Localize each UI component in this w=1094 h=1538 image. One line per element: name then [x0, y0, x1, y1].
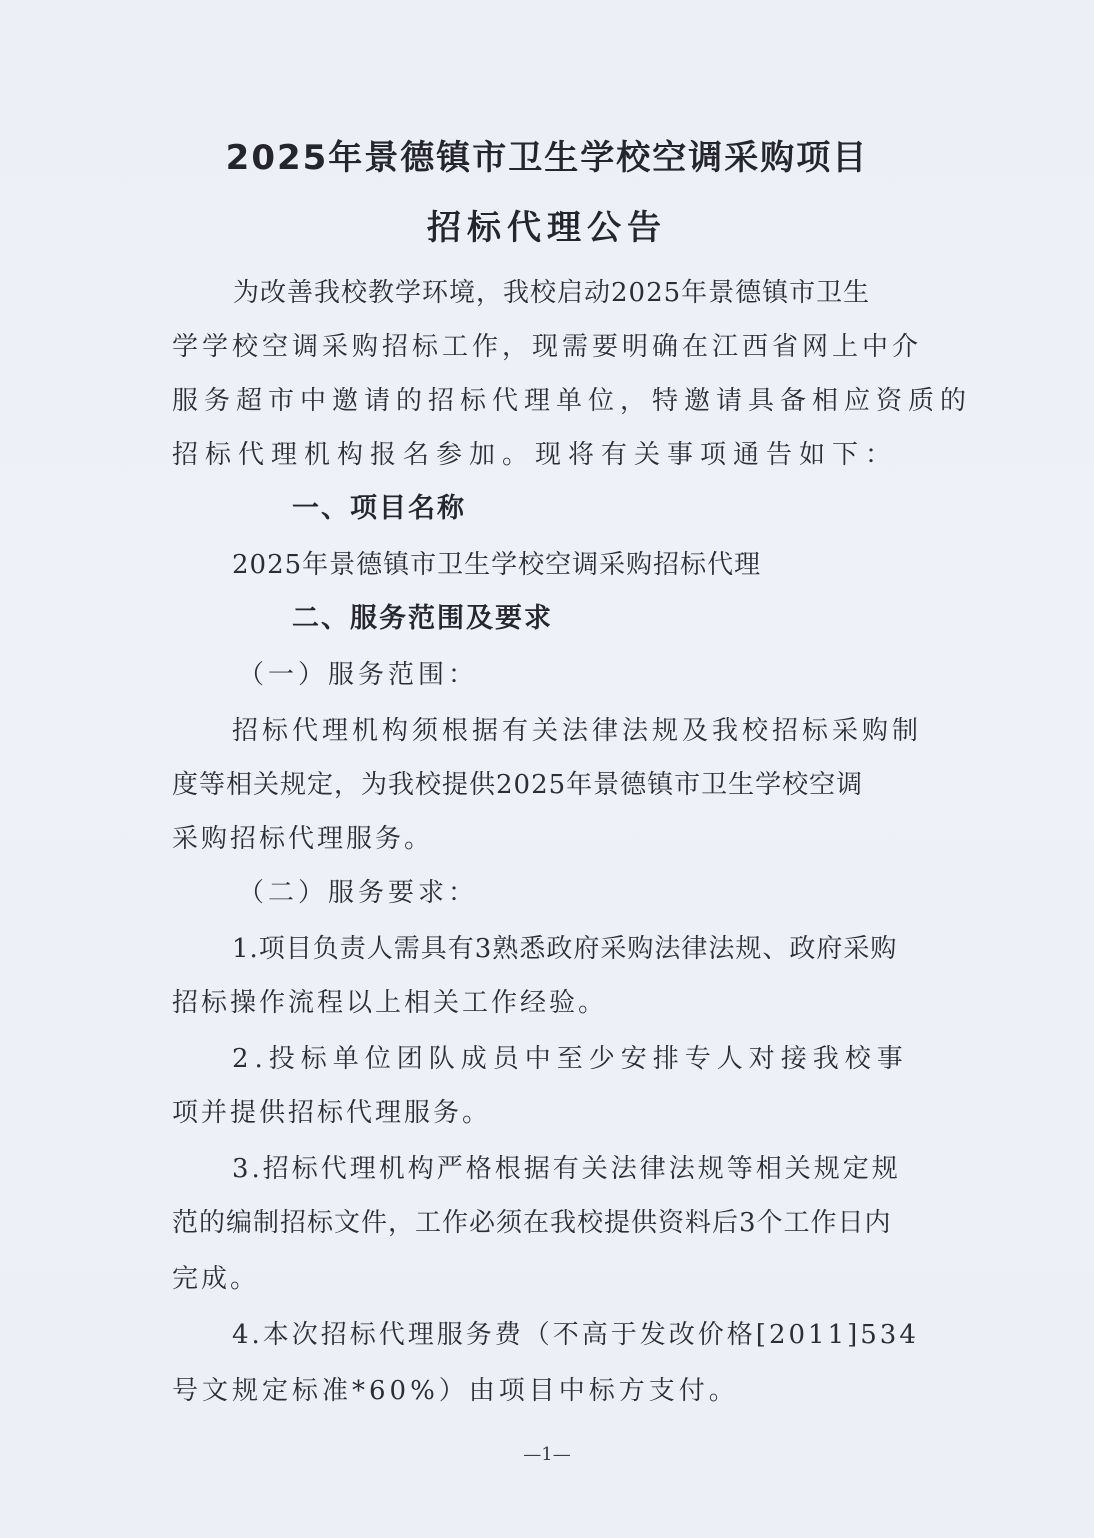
intro-line-3: 服务超市中邀请的招标代理单位，特邀请具备相应资质的: [172, 386, 973, 416]
req2-line-2: 项并提供招标代理服务。: [172, 1098, 492, 1128]
intro-line-2: 学学校空调采购招标工作，现需要明确在江西省网上中介: [172, 332, 923, 362]
req3-line-1: 3.招标代理机构严格根据有关法律法规等相关规定规: [232, 1154, 901, 1184]
sub2-heading: （二）服务要求：: [238, 878, 479, 908]
intro-line-1: 为改善我校教学环境，我校启动2025年景德镇市卫生: [233, 278, 871, 308]
intro-line-4: 招标代理机构报名参加。现将有关事项通告如下：: [172, 440, 899, 470]
req2-line-1: 2.投标单位团队成员中至少安排专人对接我校事: [232, 1044, 909, 1074]
sub1-line-3: 采购招标代理服务。: [172, 824, 434, 854]
document-title-line1: 2025年景德镇市卫生学校空调采购项目: [225, 138, 869, 178]
req4-line-1: 4.本次招标代理服务费（不高于发改价格[2011]534: [232, 1320, 919, 1350]
req1-line-1: 1.项目负责人需具有3熟悉政府采购法律法规、政府采购: [232, 934, 898, 964]
req3-line-3: 完成。: [172, 1264, 260, 1294]
document-title-line2: 招标代理公告: [427, 208, 667, 248]
req3-line-2: 范的编制招标文件，工作必须在我校提供资料后3个工作日内: [172, 1208, 892, 1238]
req4-line-2: 号文规定标准*60%）由项目中标方支付。: [172, 1376, 739, 1406]
section1-heading: 一、项目名称: [292, 493, 466, 524]
sub1-line-2: 度等相关规定，为我校提供2025年景德镇市卫生学校空调: [172, 770, 864, 800]
section2-heading: 二、服务范围及要求: [292, 603, 553, 634]
sub1-line-1: 招标代理机构须根据有关法律法规及我校招标采购制: [232, 716, 923, 746]
page-number: —1—: [523, 1444, 571, 1465]
sub1-heading: （一）服务范围：: [238, 660, 479, 690]
req1-line-2: 招标操作流程以上相关工作经验。: [172, 988, 608, 1018]
section1-body: 2025年景德镇市卫生学校空调采购招标代理: [232, 550, 762, 580]
